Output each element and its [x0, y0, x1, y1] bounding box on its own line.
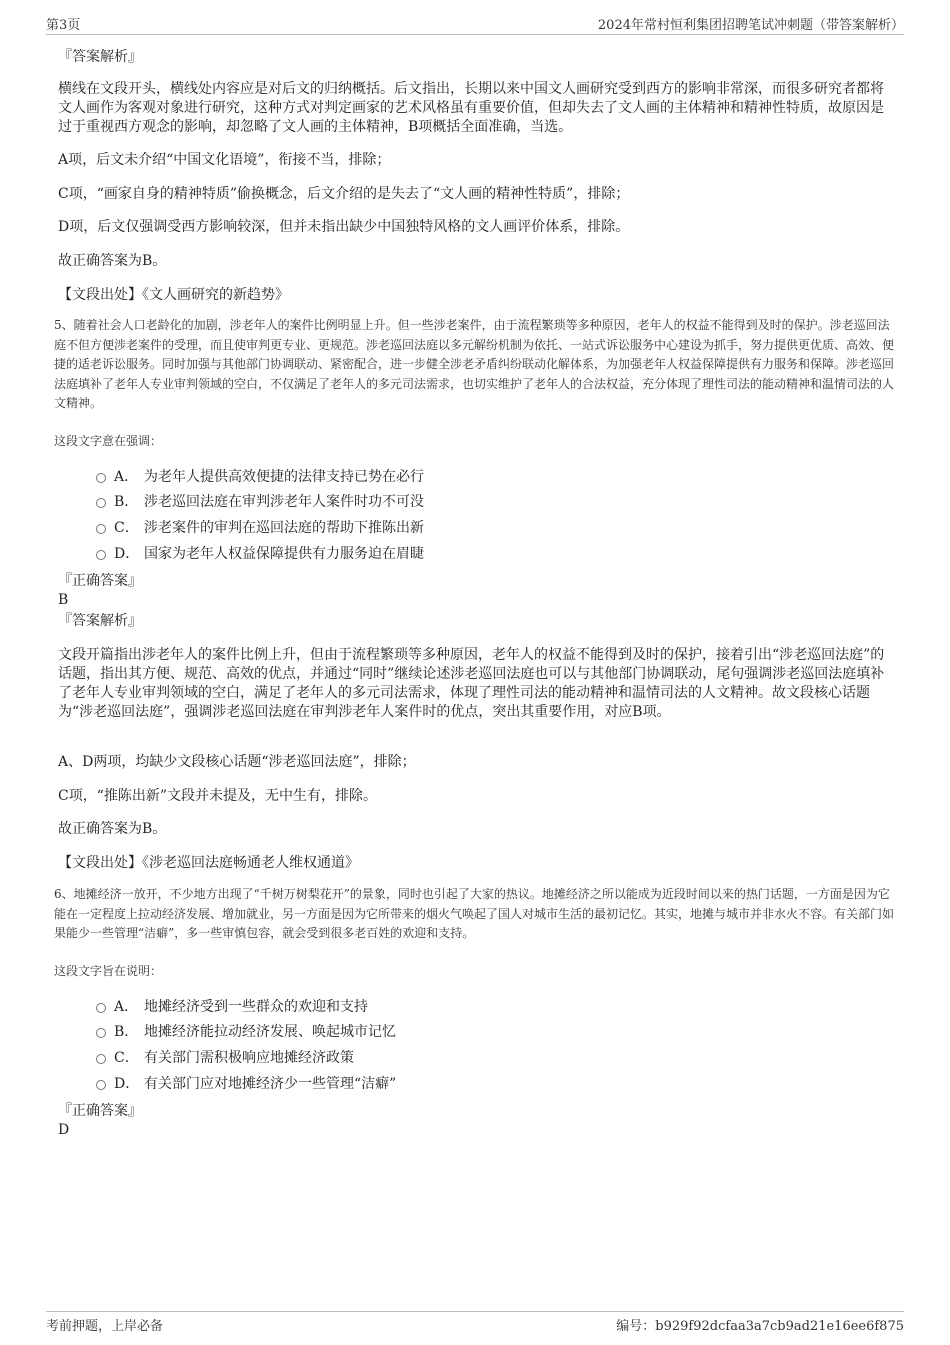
option-a-analysis: A项，后文未介绍“中国文化语境”，衔接不当，排除；	[58, 152, 391, 168]
option-d-analysis: D项，后文仅强调受西方影响较深，但并未指出缺少中国独特风格的文人画评价体系，排除。	[58, 219, 630, 235]
radio-icon[interactable]	[96, 498, 106, 508]
radio-icon[interactable]	[96, 473, 106, 483]
answer-label: 『正确答案』	[58, 573, 142, 589]
radio-icon[interactable]	[96, 1080, 106, 1090]
question-6-option-d[interactable]: D． 有关部门应对地摊经济少一些管理“洁癖”	[96, 1074, 396, 1094]
page-footer	[46, 1311, 904, 1336]
radio-icon[interactable]	[96, 1003, 106, 1013]
answer-value: D	[58, 1122, 70, 1138]
footer-slogan: 考前押题，上岸必备	[46, 1319, 164, 1334]
radio-icon[interactable]	[96, 524, 106, 534]
option-c-analysis: C项，“画家自身的精神特质”偷换概念，后文介绍的是失去了“文人画的精神性特质”，排除；	[58, 186, 630, 202]
radio-icon[interactable]	[96, 1028, 106, 1038]
option-c-analysis: C项，“推陈出新”文段并未提及，无中生有，排除。	[58, 788, 378, 804]
analysis-paragraph: 文段开篇指出涉老年人的案件比例上升，但由于流程繁琐等多种原因，老年人的权益不能得到及时的保护，接着引出“涉老巡回法庭”的话题，指出其方便、规范、高效的优点，并通过“同时”继续论述涉老巡回法庭也可以与其他部门协调联动，尾句强调涉老巡回法庭填补了老年人专业审判领域的空白，满足了老年人的多元司法需求，体现了理性司法的能动精神和温情司法的人文精神。故文段核心话题为“涉老巡回法庭”，强调涉老巡回法庭在审判涉老年人案件时的优点，突出其重要作用，对应B项。	[58, 647, 885, 720]
question-5-option-d[interactable]: D． 国家为老年人权益保障提供有力服务迫在眉睫	[96, 544, 424, 564]
question-5-option-a[interactable]: A． 为老年人提供高效便捷的法律支持已势在必行	[96, 467, 424, 487]
question-6-stem: 6、地摊经济一放开，不少地方出现了“千树万树梨花开”的景象，同时也引起了大家的热议。地摊经济之所以能成为近段时间以来的热门话题，一方面是因为它能在一定程度上拉动经济发展、增加就业，另一方面是因为它所带来的烟火气唤起了国人对城市生活的最初记忆。其实，地摊与城市并非水火不容。有关部门如果能少一些管理“洁癖”，多一些审慎包容，就会受到很多老百姓的欢迎和支持。	[54, 887, 895, 940]
question-6-option-b[interactable]: B． 地摊经济能拉动经济发展、唤起城市记忆	[96, 1022, 396, 1042]
document-title: 2024年常村恒利集团招聘笔试冲刺题（带答案解析）	[597, 18, 904, 33]
question-5-option-c[interactable]: C． 涉老案件的审判在巡回法庭的帮助下推陈出新	[96, 518, 424, 538]
question-6-ask: 这段文字旨在说明：	[54, 964, 163, 978]
question-5-ask: 这段文字意在强调：	[54, 434, 163, 448]
option-ad-analysis: A、D两项，均缺少文段核心话题“涉老巡回法庭”，排除；	[58, 754, 416, 770]
source: 【文段出处】《涉老巡回法庭畅通老人维权通道》	[58, 855, 359, 871]
question-5-stem: 5、随着社会人口老龄化的加剧，涉老年人的案件比例明显上升。但一些涉老案件，由于流程繁琐等多种原因，老年人的权益不能得到及时的保护。涉老巡回法庭不但方便涉老案件的受理，而且使审判更专业、更规范。涉老巡回法庭以多元解纷机制为依托、一站式诉讼服务中心建设为抓手，努力提供更优质、高效、便捷的适老诉讼服务。同时加强与其他部门协调联动、紧密配合，进一步健全涉老矛盾纠纷联动化解体系，为加强老年人权益保障提供有力服务和保障。涉老巡回法庭填补了老年人专业审判领域的空白，不仅满足了老年人的多元司法需求，也切实维护了老年人的合法权益，充分体现了理性司法的能动精神和温情司法的人文精神。	[54, 318, 895, 410]
conclusion: 故正确答案为B。	[58, 821, 167, 837]
page-header	[46, 14, 904, 35]
source: 【文段出处】《文人画研究的新趋势》	[58, 287, 289, 303]
analysis-paragraph: 横线在文段开头，横线处内容应是对后文的归纳概括。后文指出，长期以来中国文人画研究受到西方的影响非常深，而很多研究者都将文人画作为客观对象进行研究，这种方式对判定画家的艺术风格虽有重要价值，但却失去了文人画的主体精神和精神性特质，故原因是过于重视西方观念的影响，却忽略了文人画的主体精神，B项概括全面准确，当选。	[58, 81, 884, 135]
radio-icon[interactable]	[96, 550, 106, 560]
analysis-label: 『答案解析』	[58, 613, 142, 629]
question-6-option-a[interactable]: A． 地摊经济受到一些群众的欢迎和支持	[96, 997, 368, 1017]
conclusion: 故正确答案为B。	[58, 253, 167, 269]
question-5-option-b[interactable]: B． 涉老巡回法庭在审判涉老年人案件时功不可没	[96, 492, 424, 512]
question-6-option-c[interactable]: C． 有关部门需积极响应地摊经济政策	[96, 1048, 354, 1068]
analysis-label: 『答案解析』	[58, 49, 142, 65]
page-number: 第3页	[46, 18, 81, 33]
document-code: 编号：b929f92dcfaa3a7cb9ad21e16ee6f875	[616, 1319, 904, 1334]
answer-label: 『正确答案』	[58, 1103, 142, 1119]
answer-value: B	[58, 592, 69, 608]
radio-icon[interactable]	[96, 1054, 106, 1064]
